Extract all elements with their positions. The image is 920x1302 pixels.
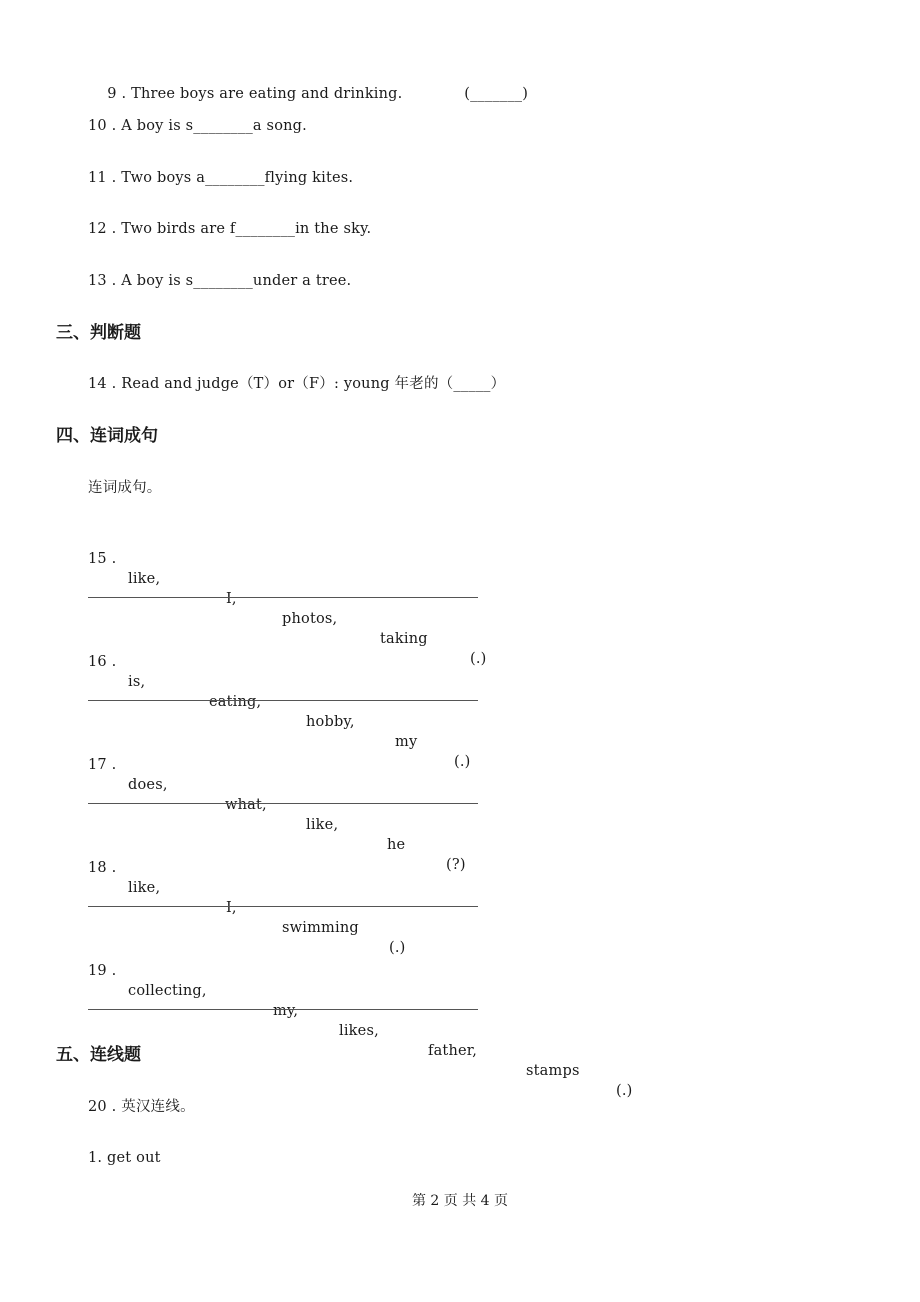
- page-footer: 第 2 页 共 4 页: [411, 1193, 509, 1209]
- word-token: like,: [306, 817, 339, 833]
- word-token: he: [387, 837, 406, 853]
- question-20: 20 . 英汉连线。: [88, 1099, 195, 1115]
- question-18: [0, 838, 920, 956]
- section-instruction: 连词成句。: [88, 480, 162, 496]
- question-9-answer-bracket[interactable]: [445, 64, 528, 124]
- question-number: 19 .: [88, 963, 117, 979]
- section-heading-judge: 三、判断题: [56, 323, 141, 343]
- question-10: 10 . A boy is s________a song.: [88, 118, 307, 134]
- question-9-text: 9 . Three boys are eating and drinking.: [107, 86, 403, 102]
- answer-bracket-text: (_______): [464, 86, 529, 102]
- question-14: 14 . Read and judge（T）or（F）: young 年老的（_____）: [88, 376, 506, 392]
- answer-line-18[interactable]: [88, 906, 478, 907]
- punctuation-token: (.): [470, 651, 487, 667]
- match-item-1: 1. get out: [88, 1150, 161, 1166]
- question-9: [88, 64, 402, 124]
- word-token: my,: [273, 1003, 299, 1019]
- word-token: stamps: [526, 1063, 580, 1079]
- word-token: collecting,: [128, 983, 207, 999]
- word-token: photos,: [282, 611, 338, 627]
- punctuation-token: (.): [389, 940, 406, 956]
- answer-line-17[interactable]: [88, 803, 478, 804]
- section-heading-match: 五、连线题: [56, 1045, 141, 1065]
- punctuation-token: (.): [454, 754, 471, 770]
- word-token: like,: [128, 571, 161, 587]
- answer-line-16[interactable]: [88, 700, 478, 701]
- word-token: like,: [128, 880, 161, 896]
- word-token: I,: [226, 900, 237, 916]
- question-number: 17 .: [88, 757, 117, 773]
- answer-line-19[interactable]: [88, 1009, 478, 1010]
- punctuation-token: (.): [616, 1083, 633, 1099]
- word-token: I,: [226, 591, 237, 607]
- section-heading-order: 四、连词成句: [56, 426, 158, 446]
- word-token: eating,: [209, 694, 262, 710]
- word-token: does,: [128, 777, 168, 793]
- question-number: 18 .: [88, 860, 117, 876]
- word-token: father,: [428, 1043, 478, 1059]
- word-token: my: [395, 734, 418, 750]
- question-number: 16 .: [88, 654, 117, 670]
- word-token: taking: [380, 631, 428, 647]
- question-12: 12 . Two birds are f________in the sky.: [88, 221, 372, 237]
- question-11: 11 . Two boys a________flying kites.: [88, 170, 354, 186]
- word-token: swimming: [282, 920, 359, 936]
- question-number: 15 .: [88, 551, 117, 567]
- answer-line-15[interactable]: [88, 597, 478, 598]
- punctuation-token: (?): [446, 857, 466, 873]
- word-token: hobby,: [306, 714, 355, 730]
- question-13: 13 . A boy is s________under a tree.: [88, 273, 352, 289]
- word-token: likes,: [339, 1023, 379, 1039]
- word-token: what,: [225, 797, 267, 813]
- word-token: is,: [128, 674, 146, 690]
